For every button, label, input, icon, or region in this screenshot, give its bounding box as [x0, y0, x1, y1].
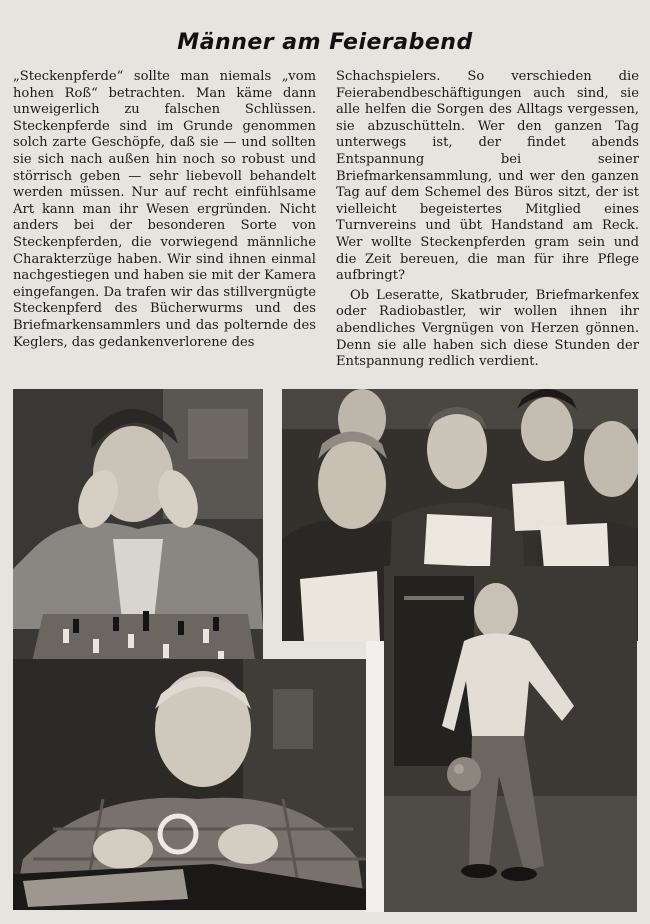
paragraph-left: „Steckenpferde“ sollte man niemals „vom hohen Roß“ betrachten. Man käme dann unweigerlich zu falschen Schlüssen. Steckenpferde sind im Grunde genommen solch zarte Geschöpfe, daß sie — und sollten sie sich nach außen hin noch so robust und störrisch geben — sehr liebevoll behandelt werden müssen. Nur auf recht einfühlsame Art kann man ihr Wesen ergründen. Nicht anders bei der besonderen Sorte von Steckenpferden, die vorwiegend männliche Charakterzüge haben. Wir sind ihnen einmal nachgestiegen und haben sie mit der Kamera eingefangen. Da trafen wir das stillvergnügte Steckenpferd des Bücherwurms und des Briefmarkensammlers und das polternde des Keglers, das gedankenverlorene des	[13, 69, 316, 350]
photo-chess-player	[13, 389, 263, 678]
photo-bowler	[384, 566, 637, 912]
text-column-right	[336, 69, 639, 371]
text-column-left	[13, 69, 316, 351]
paragraph-right-1: Schachspielers. So verschieden die Feierabendbeschäftigungen auch sind, sie alle helfen die Sorgen des Alltags vergessen, sie abzuschütteln. Wer den ganzen Tag unterwegs ist, der findet abends Entspannung bei seiner Briefmarkensammlung, und wer den ganzen Tag auf dem Schemel des Büros sitzt, der ist vielleicht begeistertes Mitglied eines Turnvereins und übt Handstand am Reck. Wer wollte Steckenpferden gram sein und die Zeit bereuen, die man für ihre Pflege aufbringt?	[336, 69, 639, 284]
article-title: Männer am Feierabend	[177, 30, 473, 55]
photo-gutter	[366, 641, 384, 912]
photo-stamp-collector	[13, 659, 366, 910]
paragraph-right-2: Ob Leseratte, Skatbruder, Briefmarkenfex oder Radiobastler, wir wollen ihnen ihr abendliches Vergnügen von Herzen gönnen. Denn sie alle haben sich diese Stunden der Entspannung redlich verdient.	[336, 287, 639, 370]
